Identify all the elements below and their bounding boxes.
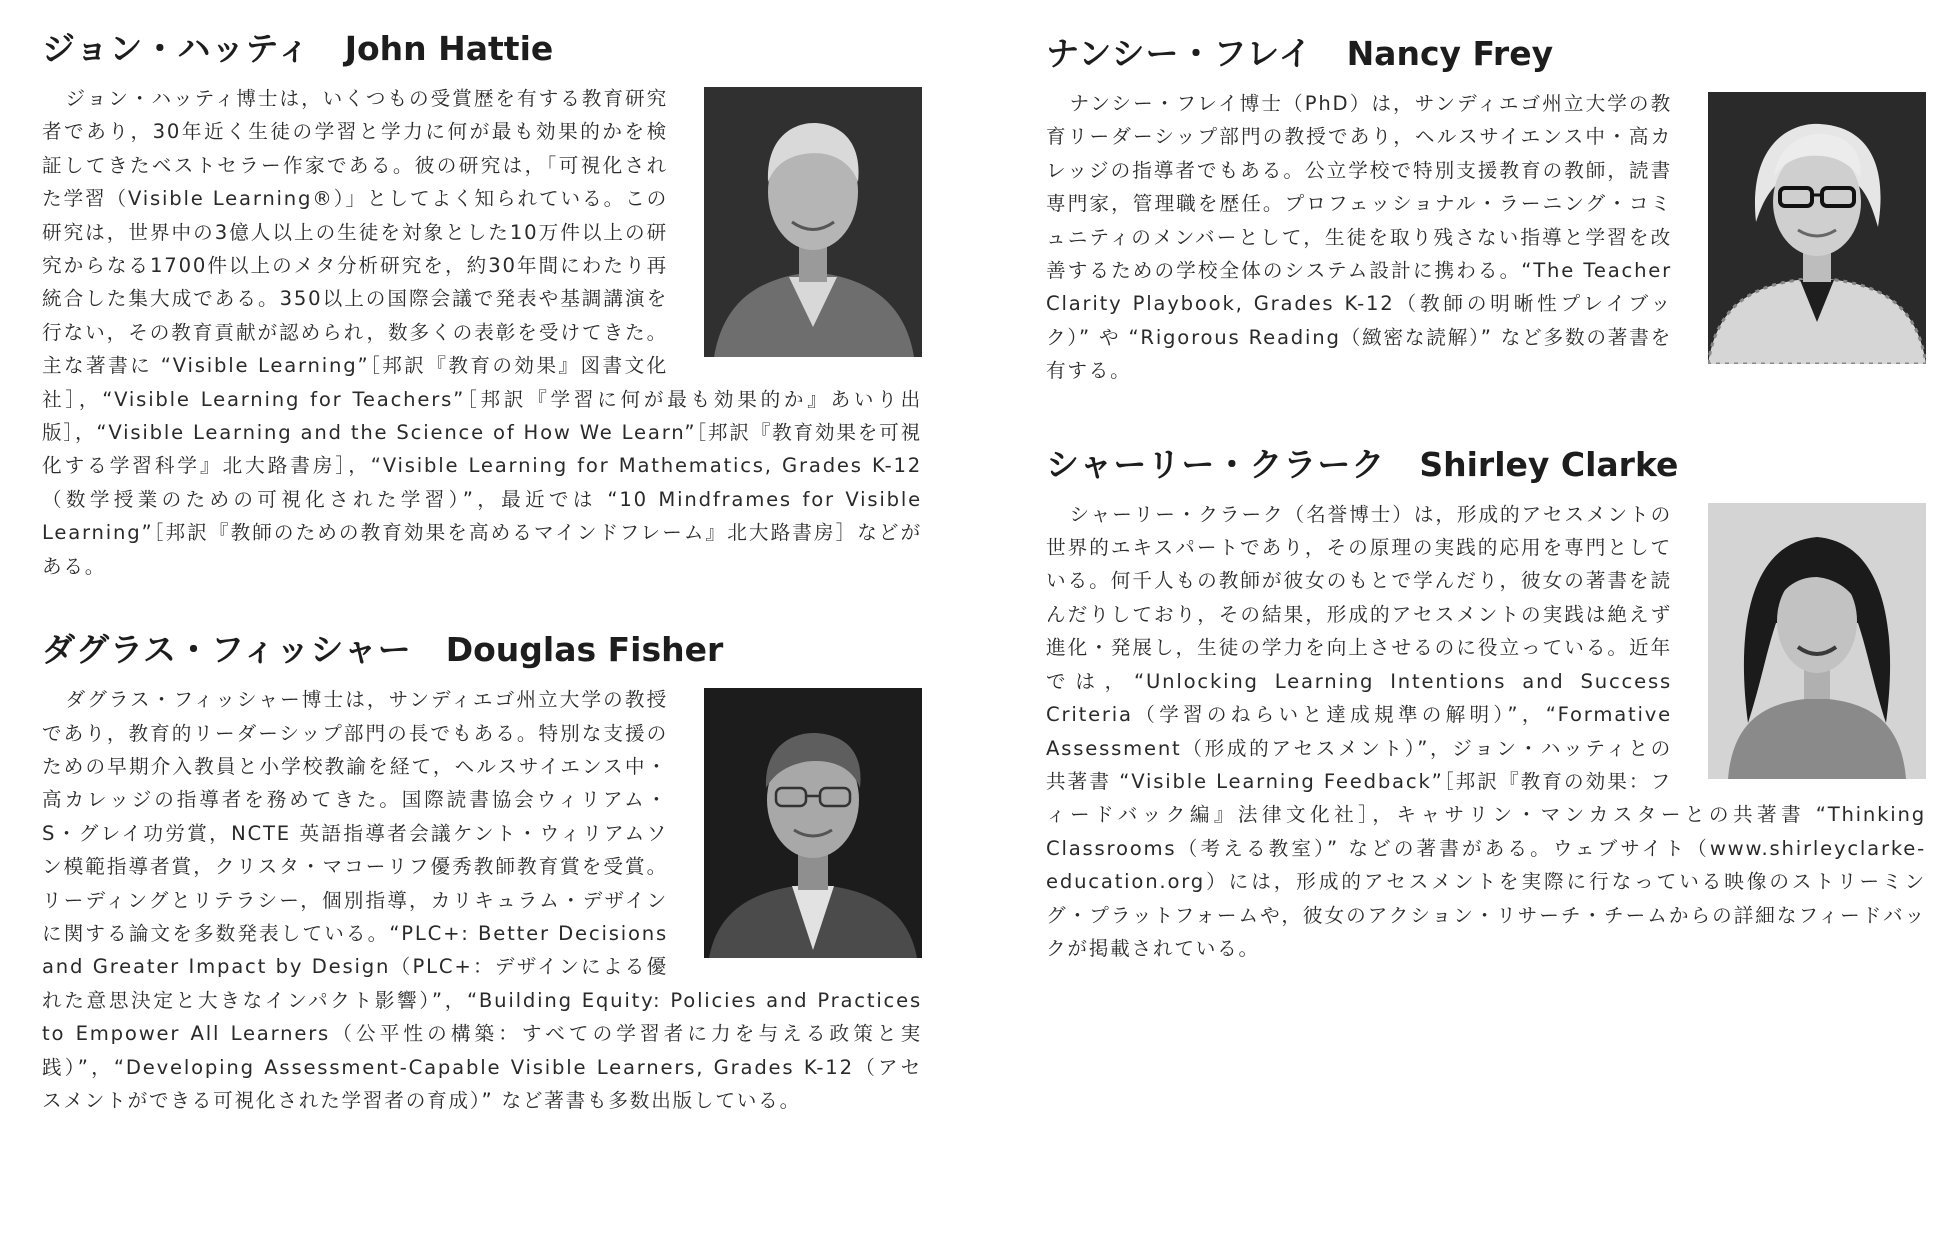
name-ja: ダグラス・フィッシャー [42, 630, 412, 670]
author-name [1046, 33, 1926, 75]
bio-text-block [1046, 498, 1926, 966]
left-column [42, 0, 922, 1157]
bio-text-block [1046, 87, 1926, 388]
author-name [42, 629, 922, 671]
bio-text-block [42, 82, 922, 583]
author-photo [1708, 92, 1926, 364]
bio-shirley-clarke [1046, 444, 1926, 966]
bio-text-block [42, 683, 922, 1117]
bio-text: ダグラス・フィッシャー博士は，サンディエゴ州立大学の教授であり，教育的リーダーシップ部門の長でもある。特別な支援のための早期介入教員と小学校教諭を経て，ヘルスサイエンス中・高カレッジの指導者を務めてきた。国際読書協会ウィリアム・S・グレイ功労賞，NCTE 英語指導者会議ケント・ウィリアムソン模範指導者賞，クリスタ・マコーリフ優秀教師教育賞を受賞。リーディングとリテラシー，個別指導，カリキュラム・デザインに関する論文を多数発表している。“PLC+: Better Decisions and Greater Impact by Design（PLC+：デザインによる優れた意思決定と大きなインパクト影響）”，“Building Equity: Policies and Practices to Empower All Learners（公平性の構築：すべての学習者に力を与える政策と実践）”，“Developing Assessment-Capable Visible Learners, Grades K-12（アセスメントができる可視化された学習者の育成）” など著書も多数出版している。 [42, 688, 922, 1112]
name-en: John Hattie [344, 29, 554, 68]
author-photo [704, 87, 922, 357]
bio-text: ジョン・ハッティ博士は，いくつもの受賞歴を有する教育研究者であり，30年近く生徒の学習と学力に何が最も効果的かを検証してきたベストセラー作家である。彼の研究は，「可視化された学習（Visible Learning®）」としてよく知られている。この研究は，世界中の3億人以上の生徒を対象とした10万件以上の研究からなる1700件以上のメタ分析研究を，約30年間にわたり再統合した集大成である。350以上の国際会議で発表や基調講演を行ない，その教育貢献が認められ，数多くの表彰を受けてきた。主な著書に “Visible Learning”［邦訳『教育の効果』図書文化社］，“Visible Learning for Teachers”［邦訳『学習に何が最も効果的か』あいり出版］，“Visible Learning and the Science of How We Learn”［邦訳『教育効果を可視化する学習科学』北大路書房］，“Visible Learning for Mathematics, Grades K-12（数学授業のための可視化された学習）”，最近では “10 Mindframes for Visible Learning”［邦訳『教師のための教育効果を高めるマインドフレーム』北大路書房］などがある。 [42, 87, 922, 578]
bio-nancy-frey [1046, 33, 1926, 388]
author-name [42, 28, 922, 70]
name-en: Nancy Frey [1346, 34, 1554, 73]
name-ja: ナンシー・フレイ [1046, 34, 1313, 73]
right-column [1046, 0, 1926, 1005]
bio-text: ナンシー・フレイ博士（PhD）は，サンディエゴ州立大学の教育リーダーシップ部門の教授であり，ヘルスサイエンス中・高カレッジの指導者でもある。公立学校で特別支援教育の教師，読書専門家，管理職を歴任。プロフェッショナル・ラーニング・コミュニティのメンバーとして，生徒を取り残さない指導と学習を改善するための学校全体のシステム設計に携わる。“The Teacher Clarity Playbook, Grades K-12（教師の明晰性プレイブック）” や “Rigorous Reading（緻密な読解）” など多数の著書を有する。 [1046, 92, 1672, 383]
name-ja: シャーリー・クラーク [1046, 444, 1386, 484]
bio-john-hattie [42, 28, 922, 583]
name-ja: ジョン・ハッティ [42, 29, 311, 68]
name-en: Douglas Fisher [445, 630, 724, 670]
bio-douglas-fisher [42, 629, 922, 1117]
name-en: Shirley Clarke [1419, 444, 1679, 484]
author-name [1046, 444, 1926, 486]
bio-text: シャーリー・クラーク（名誉博士）は，形成的アセスメントの世界的エキスパートであり，その原理の実践的応用を専門としている。何千人もの教師が彼女のもとで学んだり，彼女の著書を読んだりしており，その結果，形成的アセスメントの実践は絶えず進化・発展し，生徒の学力を向上させるのに役立っている。近年では，“Unlocking Learning Intentions and Success Criteria（学習のねらいと達成規準の解明）”，“Formative Assessment（形成的アセスメント）”，ジョン・ハッティとの共著書 “Visible Learning Feedback”［邦訳『教育の効果：フィードバック編』法律文化社］，キャサリン・マンカスターとの共著書 “Thinking Classrooms（考える教室）” などの著書がある。ウェブサイト（www.shirleyclarke-education.org）には，形成的アセスメントを実際に行なっている映像のストリーミング・プラットフォームや，彼女のアクション・リサーチ・チームからの詳細なフィードバックが掲載されている。 [1046, 502, 1926, 960]
author-photo [1708, 503, 1926, 779]
author-photo [704, 688, 922, 958]
